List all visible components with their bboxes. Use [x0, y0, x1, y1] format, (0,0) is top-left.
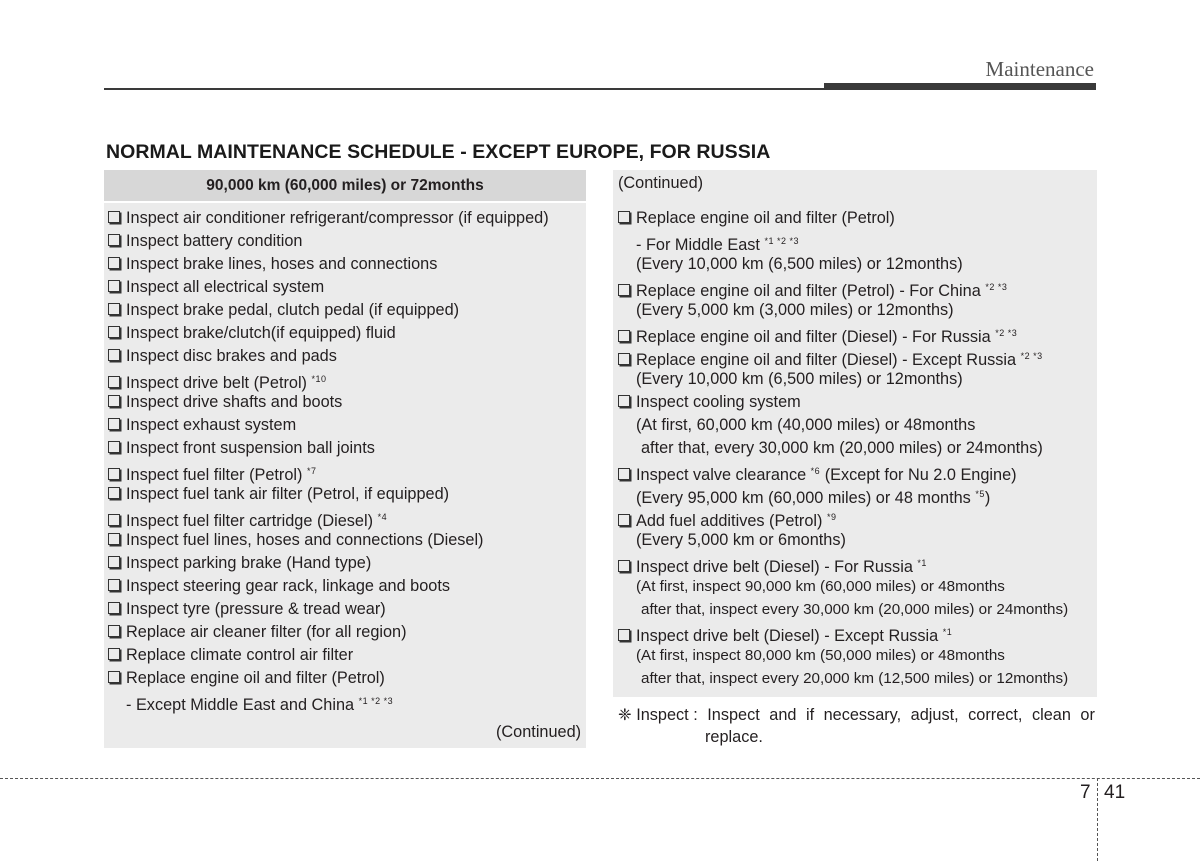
- interval-header: 90,000 km (60,000 miles) or 72months: [104, 170, 586, 203]
- item-text: Replace air cleaner filter (for all region): [126, 623, 407, 641]
- checkbox-icon: [618, 629, 630, 641]
- checkbox-icon: [108, 441, 120, 453]
- asterism-icon: ❈: [618, 706, 632, 724]
- note-word: adjust,: [910, 706, 959, 724]
- footnote-ref: *5: [975, 489, 985, 499]
- footnote-ref: *4: [377, 512, 388, 522]
- footnote-ref: *9: [826, 512, 837, 522]
- checkbox-icon: [108, 533, 120, 545]
- checkbox-icon: [108, 671, 120, 683]
- list-item-sub: [618, 483, 1068, 506]
- list-item: [108, 414, 549, 437]
- checkbox-icon: [618, 395, 630, 407]
- note-word: correct,: [968, 706, 1023, 724]
- checkbox-icon: [108, 648, 120, 660]
- list-item: [108, 621, 549, 644]
- item-text: Inspect drive belt (Diesel) - Except Russia: [636, 627, 943, 645]
- checkbox-icon: [108, 602, 120, 614]
- item-text: - Except Middle East and China: [126, 696, 359, 714]
- list-item: [108, 299, 549, 322]
- list-item: [108, 552, 549, 575]
- item-text: Inspect air conditioner refrigerant/compressor (if equipped): [126, 209, 549, 227]
- list-item: [108, 460, 549, 483]
- item-text: Inspect fuel lines, hoses and connections (Diesel): [126, 531, 484, 549]
- continued-label: (Continued): [618, 174, 704, 192]
- item-text: (Every 5,000 km or 6months): [636, 531, 846, 549]
- item-text: Inspect parking brake (Hand type): [126, 554, 372, 572]
- list-item: [108, 368, 549, 391]
- list-item: [108, 644, 549, 667]
- list-item: [618, 391, 1068, 414]
- list-item: [108, 230, 549, 253]
- item-text: (At first, inspect 90,000 km (60,000 miles) or 48months: [636, 578, 1005, 595]
- list-item: [618, 552, 1068, 575]
- checkbox-icon: [108, 625, 120, 637]
- checkbox-icon: [108, 257, 120, 269]
- list-item-sub: [618, 368, 1068, 391]
- item-text: Replace engine oil and filter (Petrol) - For China: [636, 282, 986, 300]
- list-item-sub: [618, 230, 1068, 253]
- list-item: [108, 276, 549, 299]
- footnote-ref: *1 *2 *3: [358, 696, 394, 706]
- list-item-sub: [108, 690, 549, 713]
- list-item: [108, 253, 549, 276]
- list-item: [618, 460, 1068, 483]
- right-column: [618, 207, 1068, 690]
- checkbox-icon: [108, 280, 120, 292]
- checkbox-icon: [618, 468, 630, 480]
- checkbox-icon: [618, 514, 630, 526]
- checkbox-icon: [618, 330, 630, 342]
- item-text-tail: ): [984, 489, 991, 507]
- checkbox-icon: [618, 211, 630, 223]
- item-text: Inspect tyre (pressure & tread wear): [126, 600, 386, 618]
- checkbox-icon: [108, 326, 120, 338]
- item-text: Replace engine oil and filter (Diesel) - Except Russia: [636, 351, 1021, 369]
- list-item: [618, 506, 1068, 529]
- list-item-sub: [618, 529, 1068, 552]
- item-text: Replace climate control air filter: [126, 646, 354, 664]
- checkbox-icon: [108, 303, 120, 315]
- list-item-sub: [618, 644, 1068, 667]
- checkbox-icon: [108, 468, 120, 480]
- item-text: Inspect brake lines, hoses and connections: [126, 255, 438, 273]
- list-item: [618, 322, 1068, 345]
- item-text: Inspect valve clearance: [636, 466, 811, 484]
- list-item: [108, 598, 549, 621]
- footer-divider: [0, 778, 1200, 779]
- checkbox-icon: [108, 395, 120, 407]
- item-text: Inspect drive shafts and boots: [126, 393, 343, 411]
- item-text: Inspect all electrical system: [126, 278, 325, 296]
- item-text: (Every 10,000 km (6,500 miles) or 12months): [636, 370, 963, 388]
- list-item: [108, 483, 549, 506]
- item-text: Inspect fuel tank air filter (Petrol, if equipped): [126, 485, 450, 503]
- list-item: [618, 621, 1068, 644]
- checkbox-icon: [108, 514, 120, 526]
- note-word: clean: [1031, 706, 1071, 724]
- item-text: Inspect cooling system: [636, 393, 801, 411]
- checkbox-icon: [108, 211, 120, 223]
- item-text-tail: (Except for Nu 2.0 Engine): [820, 466, 1017, 484]
- item-text: - For Middle East: [636, 236, 765, 254]
- footnote-ref: *10: [311, 374, 327, 384]
- item-text: Inspect exhaust system: [126, 416, 297, 434]
- checkbox-icon: [618, 353, 630, 365]
- checkbox-icon: [618, 560, 630, 572]
- checkbox-icon: [618, 284, 630, 296]
- item-text: Inspect front suspension ball joints: [126, 439, 375, 457]
- note-word: or: [1080, 706, 1095, 724]
- checkbox-icon: [108, 418, 120, 430]
- item-text: Inspect fuel filter cartridge (Diesel): [126, 512, 378, 530]
- header-rule-accent: [824, 83, 1096, 90]
- list-item: [108, 207, 549, 230]
- footnote-ref: *1 *2 *3: [764, 236, 800, 246]
- page-number: 41: [1104, 782, 1126, 803]
- item-text: Replace engine oil and filter (Petrol): [636, 209, 895, 227]
- left-item-list: [108, 207, 549, 690]
- item-text: Replace engine oil and filter (Petrol): [126, 669, 385, 687]
- note-line: replace.: [705, 728, 763, 746]
- item-text: Inspect brake/clutch(if equipped) fluid: [126, 324, 396, 342]
- note-word: Inspect: [707, 706, 760, 724]
- continued-label: (Continued): [496, 723, 582, 741]
- checkbox-icon: [108, 376, 120, 388]
- footer-divider-vertical: [1097, 778, 1098, 861]
- item-text: (Every 10,000 km (6,500 miles) or 12months): [636, 255, 963, 273]
- item-text: after that, every 30,000 km (20,000 miles) or 24months): [641, 439, 1043, 457]
- list-item: [108, 322, 549, 345]
- checkbox-icon: [108, 579, 120, 591]
- list-item: [108, 391, 549, 414]
- list-item-sub: [618, 667, 1068, 690]
- footnote-ref: *1: [942, 627, 953, 637]
- footnote-ref: *6: [810, 466, 821, 476]
- list-item-sub: [618, 598, 1068, 621]
- list-item-sub: [618, 414, 1068, 437]
- footnote-ref: *1: [917, 558, 927, 568]
- item-text: Inspect disc brakes and pads: [126, 347, 337, 365]
- item-text: Inspect brake pedal, clutch pedal (if equipped): [126, 301, 460, 319]
- list-item-sub: [618, 575, 1068, 598]
- note-label: Inspect :: [636, 706, 698, 724]
- footnote-ref: *7: [306, 466, 317, 476]
- list-item-sub: [618, 437, 1068, 460]
- note-line: [618, 704, 1095, 726]
- note-word: necessary,: [823, 706, 902, 724]
- item-text: (At first, 60,000 km (40,000 miles) or 48months: [636, 416, 976, 434]
- list-item: [618, 207, 1068, 230]
- checkbox-icon: [108, 487, 120, 499]
- item-text: (At first, inspect 80,000 km (50,000 miles) or 48months: [636, 647, 1005, 664]
- page-title: NORMAL MAINTENANCE SCHEDULE - EXCEPT EUROPE, FOR RUSSIA: [106, 141, 771, 163]
- list-item: [108, 437, 549, 460]
- note-word: and: [769, 706, 797, 724]
- item-text: Inspect fuel filter (Petrol): [126, 466, 307, 484]
- footnote-ref: *2 *3: [1020, 351, 1043, 361]
- item-text: after that, inspect every 20,000 km (12,500 miles) or 12months): [641, 670, 1069, 687]
- item-text: (Every 5,000 km (3,000 miles) or 12months): [636, 301, 954, 319]
- chapter-number: 7: [1080, 782, 1091, 803]
- list-item: [618, 345, 1068, 368]
- list-item-sub: [618, 253, 1068, 276]
- item-text: Add fuel additives (Petrol): [636, 512, 827, 530]
- list-item: [108, 345, 549, 368]
- item-text: Inspect steering gear rack, linkage and boots: [126, 577, 451, 595]
- running-head: Maintenance: [985, 57, 1094, 81]
- list-item: [108, 575, 549, 598]
- item-text: Replace engine oil and filter (Diesel) - For Russia: [636, 328, 996, 346]
- footnote-ref: *2 *3: [985, 282, 1008, 292]
- note-symbol-label: [618, 704, 698, 726]
- item-text: Inspect drive belt (Diesel) - For Russia: [636, 558, 918, 576]
- note-word: if: [805, 706, 815, 724]
- list-item: [108, 667, 549, 690]
- inspect-note: [618, 704, 1095, 748]
- checkbox-icon: [108, 556, 120, 568]
- item-text: (Every 95,000 km (60,000 miles) or 48 months: [636, 489, 976, 507]
- list-item-sub: [618, 299, 1068, 322]
- item-text: Inspect drive belt (Petrol): [126, 374, 312, 392]
- footnote-ref: *2 *3: [995, 328, 1018, 338]
- list-item: [618, 276, 1068, 299]
- checkbox-icon: [108, 349, 120, 361]
- list-item: [108, 506, 549, 529]
- item-text: after that, inspect every 30,000 km (20,000 miles) or 24months): [641, 601, 1069, 618]
- left-column: [108, 207, 549, 713]
- item-text: Inspect battery condition: [126, 232, 303, 250]
- list-item: [108, 529, 549, 552]
- checkbox-icon: [108, 234, 120, 246]
